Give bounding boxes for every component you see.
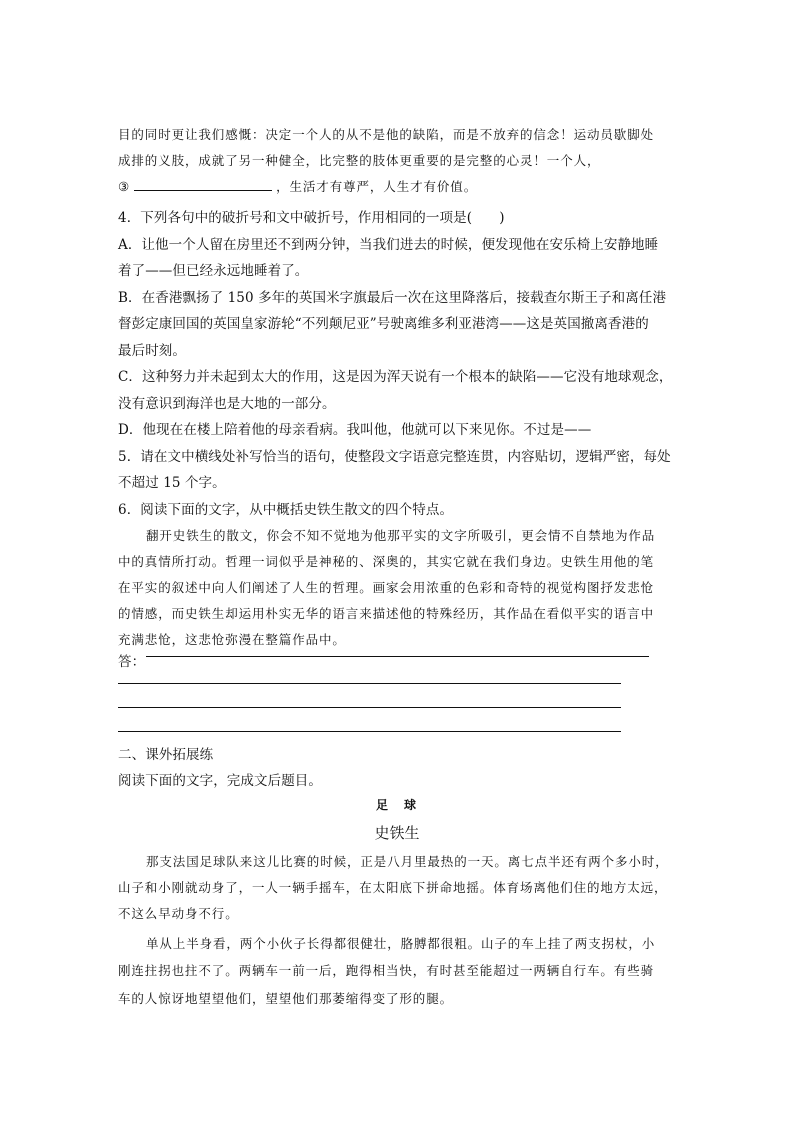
story-line-2: 山子和小刚就动身了，一人一辆手摇车，在太阳底下拼命地摇。体育场离他们住的地方太远， [118,880,668,895]
section-2-instruction: 阅读下面的文字，完成文后题目。 [118,773,322,789]
q6-paragraph-line-2: 中的真情所打动。哲理一词似乎是神秘的、深奥的，其实它就在我们身边。史铁生用他的笔 [118,554,655,569]
passage-line-2: 成排的义肢，成就了另一种健全，比完整的肢体更重要的是完整的心灵！一个人， [118,153,601,168]
answer-line-2[interactable] [118,683,621,684]
story-line-5: 刚连拄拐也拄不了。两辆车一前一后，跑得相当快，有时甚至能超过一两辆自行车。有些骑 [118,963,655,978]
story-line-3: 不这么早动身不行。 [118,906,239,921]
blank-marker: ③ [118,179,131,194]
question-5-line-2: 不超过 15 个字。 [118,475,226,491]
story-title: 足 球 [375,798,418,812]
passage-line-3 [118,177,477,195]
section-2-heading: 二、课外拓展练 [118,747,214,763]
passage-line-1: 目的同时更让我们感慨：决定一个人的从不是他的缺陷，而是不放弃的信念！运动员歇脚处 [118,127,655,142]
answer-line-1[interactable] [146,656,649,657]
answer-line-3[interactable] [118,707,621,708]
answer-line-4[interactable] [118,731,621,732]
option-a-line-2: 着了——但已经永远地睡着了。 [118,263,309,279]
story-author: 史铁生 [374,824,420,842]
passage-line-3-text: ，生活才有尊严，人生才有价值。 [276,179,478,194]
story-line-6: 车的人惊讶地望望他们，望望他们那萎缩得变了形的腿。 [118,991,454,1006]
option-b-line-1: B．在香港飘扬了 150 多年的英国米字旗最后一次在这里降落后，接载查尔斯王子和离任港 [118,290,667,306]
fill-in-blank[interactable] [134,178,272,191]
q6-paragraph-line-3: 在平实的叙述中向人们阐述了人生的哲理。画家会用浓重的色彩和奇特的视觉构图抒发悲怆 [118,580,655,595]
option-c-line-2: 没有意识到海洋也是大地的一部分。 [118,396,336,412]
story-line-4: 单从上半身看，两个小伙子长得都很健壮，胳膊都很粗。山子的车上挂了两支拐杖，小 [146,936,656,951]
option-b-line-2: 督彭定康回国的英国皇家游轮“不列颠尼亚”号驶离维多利亚港湾——这是英国撤离香港的 [118,316,649,332]
question-4-stem: 4．下列各句中的破折号和文中破折号，作用相同的一项是( ) [118,210,505,226]
option-b-line-3: 最后时刻。 [118,343,186,359]
answer-label: 答： [118,654,146,670]
q6-paragraph-line-4: 的情感，而史铁生却运用朴实无华的语言来描述他的特殊经历，其作品在看似平实的语言中 [118,606,655,621]
story-line-1: 那支法国足球队来这儿比赛的时候，正是八月里最热的一天。离七点半还有两个多小时， [146,854,669,869]
option-a-line-1: A．让他一个人留在房里还不到两分钟，当我们进去的时候，便发现他在安乐椅上安静地睡 [118,237,659,253]
question-6-stem: 6．阅读下面的文字，从中概括史铁生散文的四个特点。 [118,502,454,518]
option-d-line-1: D．他现在在楼上陪着他的母亲看病。我叫他，他就可以下来见你。不过是—— [118,422,592,438]
q6-paragraph-line-1: 翻开史铁生的散文，你会不知不觉地为他那平实的文字所吸引，更会情不自禁地为作品 [146,528,656,543]
q6-paragraph-line-5: 充满悲怆，这悲怆弥漫在整篇作品中。 [118,632,346,647]
question-5-line-1: 5．请在文中横线处补写恰当的语句，使整段文字语意完整连贯，内容贴切，逻辑严密，每处 [118,449,671,465]
option-c-line-1: C．这种努力并未起到太大的作用，这是因为浑天说有一个根本的缺陷——它没有地球观念， [118,369,673,385]
